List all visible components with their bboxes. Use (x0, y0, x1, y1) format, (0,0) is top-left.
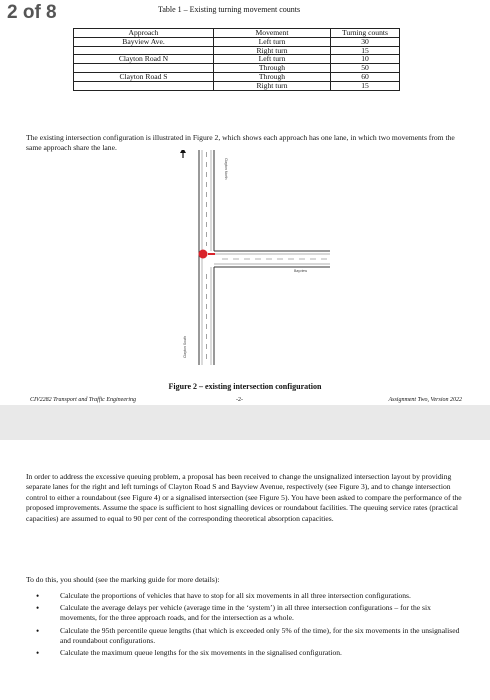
task-text: Calculate the maximum queue lengths for the six movements in the signalised configuration. (60, 648, 342, 658)
bullet-icon: • (36, 648, 40, 659)
cell-movement: Left turn (214, 37, 331, 46)
task-text: Calculate the proportions of vehicles that have to stop for all six movements in all three intersection configurations. (60, 591, 411, 600)
cell-count: 15 (331, 81, 400, 90)
bullet-icon: • (36, 591, 40, 601)
document-page-2 (0, 440, 490, 700)
cell-count: 60 (331, 72, 400, 81)
bayview-label: Bayview (294, 269, 308, 273)
table-row (74, 55, 400, 64)
intersection-figure (0, 150, 490, 380)
cell-count: 30 (331, 37, 400, 46)
list-item (26, 626, 464, 646)
clayton-south-label: Clayton South (183, 336, 187, 358)
cell-approach: Clayton Road N (74, 55, 214, 64)
footer-page-number: -2- (236, 397, 243, 403)
task-list (26, 591, 464, 660)
list-item (26, 603, 464, 623)
bullet-icon: • (36, 603, 40, 614)
cell-count: 10 (331, 55, 400, 64)
cell-movement: Right turn (214, 46, 331, 55)
todo-intro: To do this, you should (see the marking guide for more details): (26, 575, 220, 584)
proposal-paragraph: In order to address the excessive queuing problem, a proposal has been received to change the unsignalized intersection layout by providing separate lanes for the right and left turnings of Clayton Road S and Bayview Avenue, respectively (see Figure 3), and to change intersection control to either a roundabout (see Figure 4) or a signalised intersection (see Figure 5). You have been asked to compare the performance of the proposed improvements. Assume the space is sufficient to host signalling devices or roundabout facilities. The queuing service rates (practical capacities) are assumed to equal to 90 per cent of the corresponding theoretical absorption capacities. (26, 472, 462, 523)
figure-caption: Figure 2 – existing intersection configuration (168, 382, 322, 391)
clayton-north-label: Clayton North (224, 158, 228, 180)
north-arrow-icon (180, 150, 186, 158)
cell-approach (74, 81, 214, 90)
footer-version: Assignment Two, Version 2022 (388, 397, 462, 403)
task-text: Calculate the average delays per vehicle (average time in the ‘system’) in all three intersection configurations – for the six movements, for the three approach roads, and for the intersection as a whole. (60, 603, 431, 623)
cell-count: 50 (331, 64, 400, 73)
header-movement: Movement (214, 29, 331, 38)
intro-paragraph: The existing intersection configuration is illustrated in Figure 2, which shows each approach has one lane, in which two movements from the same approach share the lane. (26, 133, 455, 152)
table-row (74, 81, 400, 90)
list-item (26, 648, 464, 658)
turning-counts-table (73, 28, 400, 91)
table-caption: Table 1 – Existing turning movement counts (158, 5, 301, 14)
table-row (74, 72, 400, 81)
bayview-avenue (214, 251, 330, 267)
table-row (74, 37, 400, 46)
cell-approach: Clayton Road S (74, 72, 214, 81)
task-text: Calculate the 95th percentile queue lengths (that which is exceeded only 5% of the time), for the six movements in the unsignalised and roundabout configurations. (60, 625, 460, 645)
cell-movement: Right turn (214, 81, 331, 90)
header-approach: Approach (74, 29, 214, 38)
cell-movement: Through (214, 64, 331, 73)
cell-count: 15 (331, 46, 400, 55)
stop-sign-icon (199, 250, 216, 259)
list-item (26, 591, 464, 601)
cell-movement: Left turn (214, 55, 331, 64)
table-header-row (74, 29, 400, 38)
footer-course: CIV2282 Transport and Traffic Engineering (30, 397, 137, 403)
cell-approach: Bayview Ave. (74, 37, 214, 46)
page-indicator: 2 of 8 (7, 2, 57, 23)
header-turning-counts: Turning counts (331, 29, 400, 38)
bullet-icon: • (36, 625, 40, 636)
cell-movement: Through (214, 72, 331, 81)
